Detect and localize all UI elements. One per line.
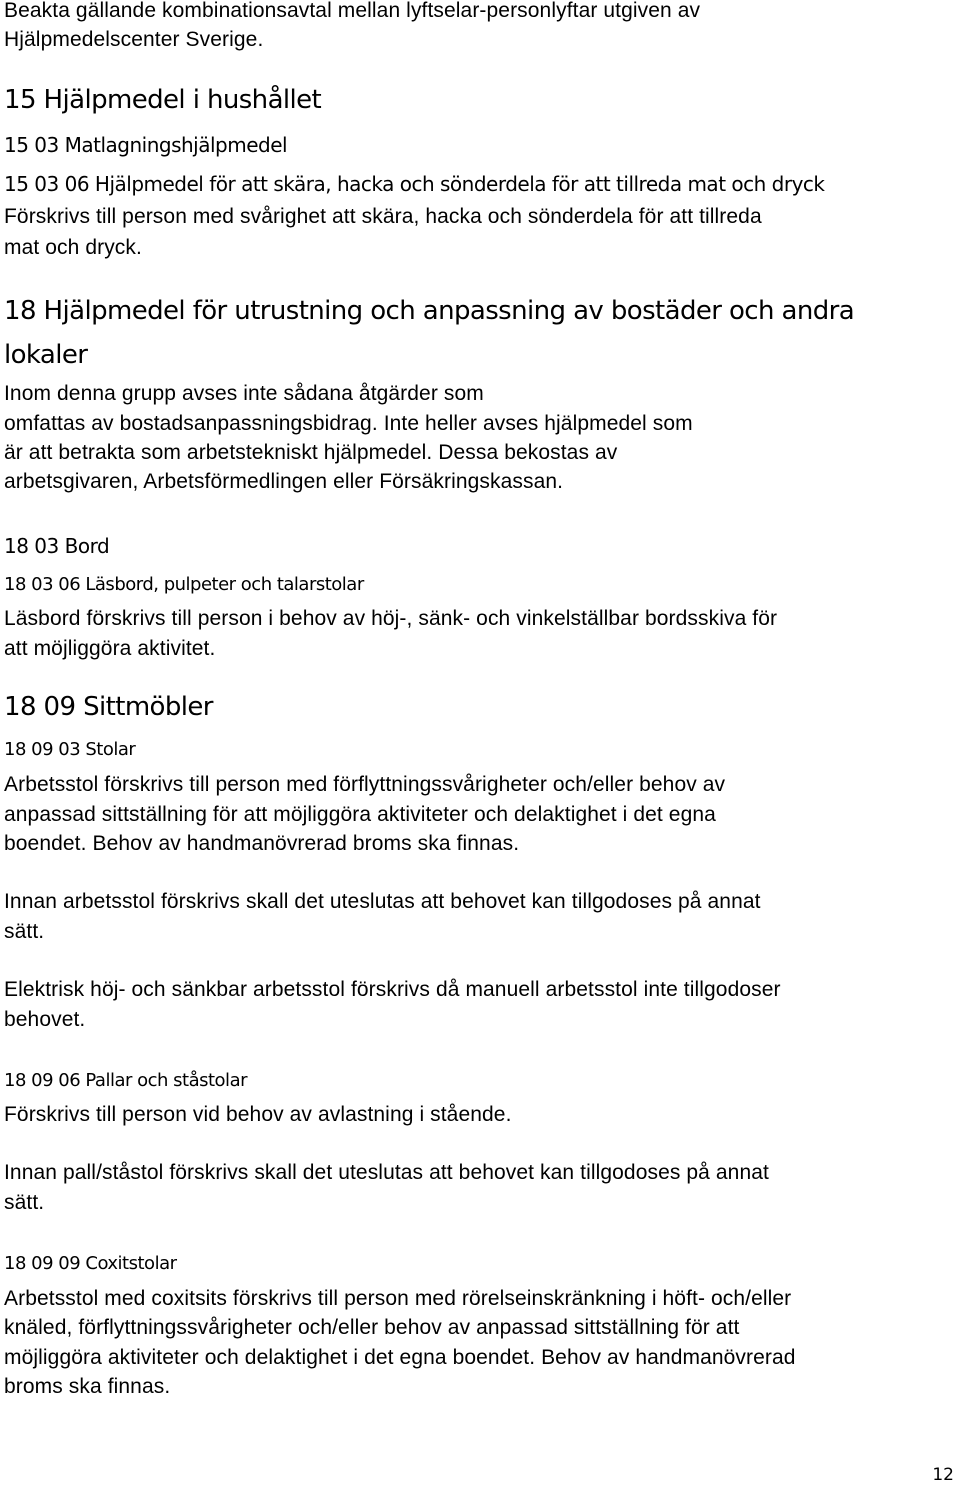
section-15-title: 15 Hjälpmedel i hushållet [4, 85, 322, 115]
lasbord-text-line: Läsbord förskrivs till person i behov av höj-, sänk- och vinkelställbar bordsskiva för [4, 607, 778, 630]
intro-text-line: Hjälpmedelscenter Sverige. [4, 28, 264, 51]
stolar-text-line: boendet. Behov av handmanövrerad broms ska finnas. [4, 832, 520, 855]
subsection-180903-title: 18 09 03 Stolar [4, 739, 136, 760]
stolar-text-line: Innan arbetsstol förskrivs skall det uteslutas att behovet kan tillgodoses på annat [4, 890, 761, 913]
section-18-intro-line: omfattas av bostadsanpassningsbidrag. Inte heller avses hjälpmedel som [4, 412, 693, 435]
stolar-text-line: Arbetsstol förskrivs till person med förflyttningssvårigheter och/eller behov av [4, 773, 726, 796]
section-15-text-line: mat och dryck. [4, 236, 142, 259]
section-18-intro-line: är att betrakta som arbetstekniskt hjälpmedel. Dessa bekostas av [4, 441, 618, 464]
subsection-1503-title: 15 03 Matlagningshjälpmedel [4, 133, 288, 157]
pallar-text-line: Förskrivs till person vid behov av avlastning i stående. [4, 1103, 512, 1126]
page-number: 12 [932, 1465, 954, 1485]
coxit-text-line: knäled, förflyttningssvårigheter och/eller behov av anpassad sittställning för att [4, 1316, 740, 1339]
subsection-180909-title: 18 09 09 Coxitstolar [4, 1253, 177, 1274]
coxit-text-line: möjliggöra aktiviteter och delaktighet i det egna boendet. Behov av handmanövrerad [4, 1346, 796, 1369]
section-18-title-line: 18 Hjälpmedel för utrustning och anpassning av bostäder och andra [4, 296, 855, 326]
section-18-intro-line: arbetsgivaren, Arbetsförmedlingen eller Försäkringskassan. [4, 470, 564, 493]
subsection-180306-title: 18 03 06 Läsbord, pulpeter och talarstolar [4, 574, 364, 595]
stolar-text-line: behovet. [4, 1008, 86, 1031]
subsection-1809-title: 18 09 Sittmöbler [4, 692, 213, 722]
subsection-1803-title: 18 03 Bord [4, 534, 110, 558]
pallar-text-line: sätt. [4, 1191, 45, 1214]
subsection-150306-title: 15 03 06 Hjälpmedel för att skära, hacka och sönderdela för att tillreda mat och dryck [4, 172, 825, 196]
stolar-text-line: anpassad sittställning för att möjliggöra aktiviteter och delaktighet i det egna [4, 803, 716, 826]
coxit-text-line: broms ska finnas. [4, 1375, 171, 1398]
coxit-text-line: Arbetsstol med coxitsits förskrivs till person med rörelseinskränkning i höft- och/eller [4, 1287, 792, 1310]
section-18-title-line: lokaler [4, 340, 88, 370]
pallar-text-line: Innan pall/ståstol förskrivs skall det uteslutas att behovet kan tillgodoses på annat [4, 1161, 769, 1184]
intro-text-line: Beakta gällande kombinationsavtal mellan lyftselar-personlyftar utgiven av [4, 0, 701, 22]
stolar-text-line: sätt. [4, 920, 45, 943]
lasbord-text-line: att möjliggöra aktivitet. [4, 637, 216, 660]
section-15-text-line: Förskrivs till person med svårighet att skära, hacka och sönderdela för att tillreda [4, 205, 762, 228]
subsection-180906-title: 18 09 06 Pallar och ståstolar [4, 1070, 247, 1091]
section-18-intro-line: Inom denna grupp avses inte sådana åtgärder som [4, 382, 484, 405]
stolar-text-line: Elektrisk höj- och sänkbar arbetsstol förskrivs då manuell arbetsstol inte tillgodoser [4, 978, 781, 1001]
